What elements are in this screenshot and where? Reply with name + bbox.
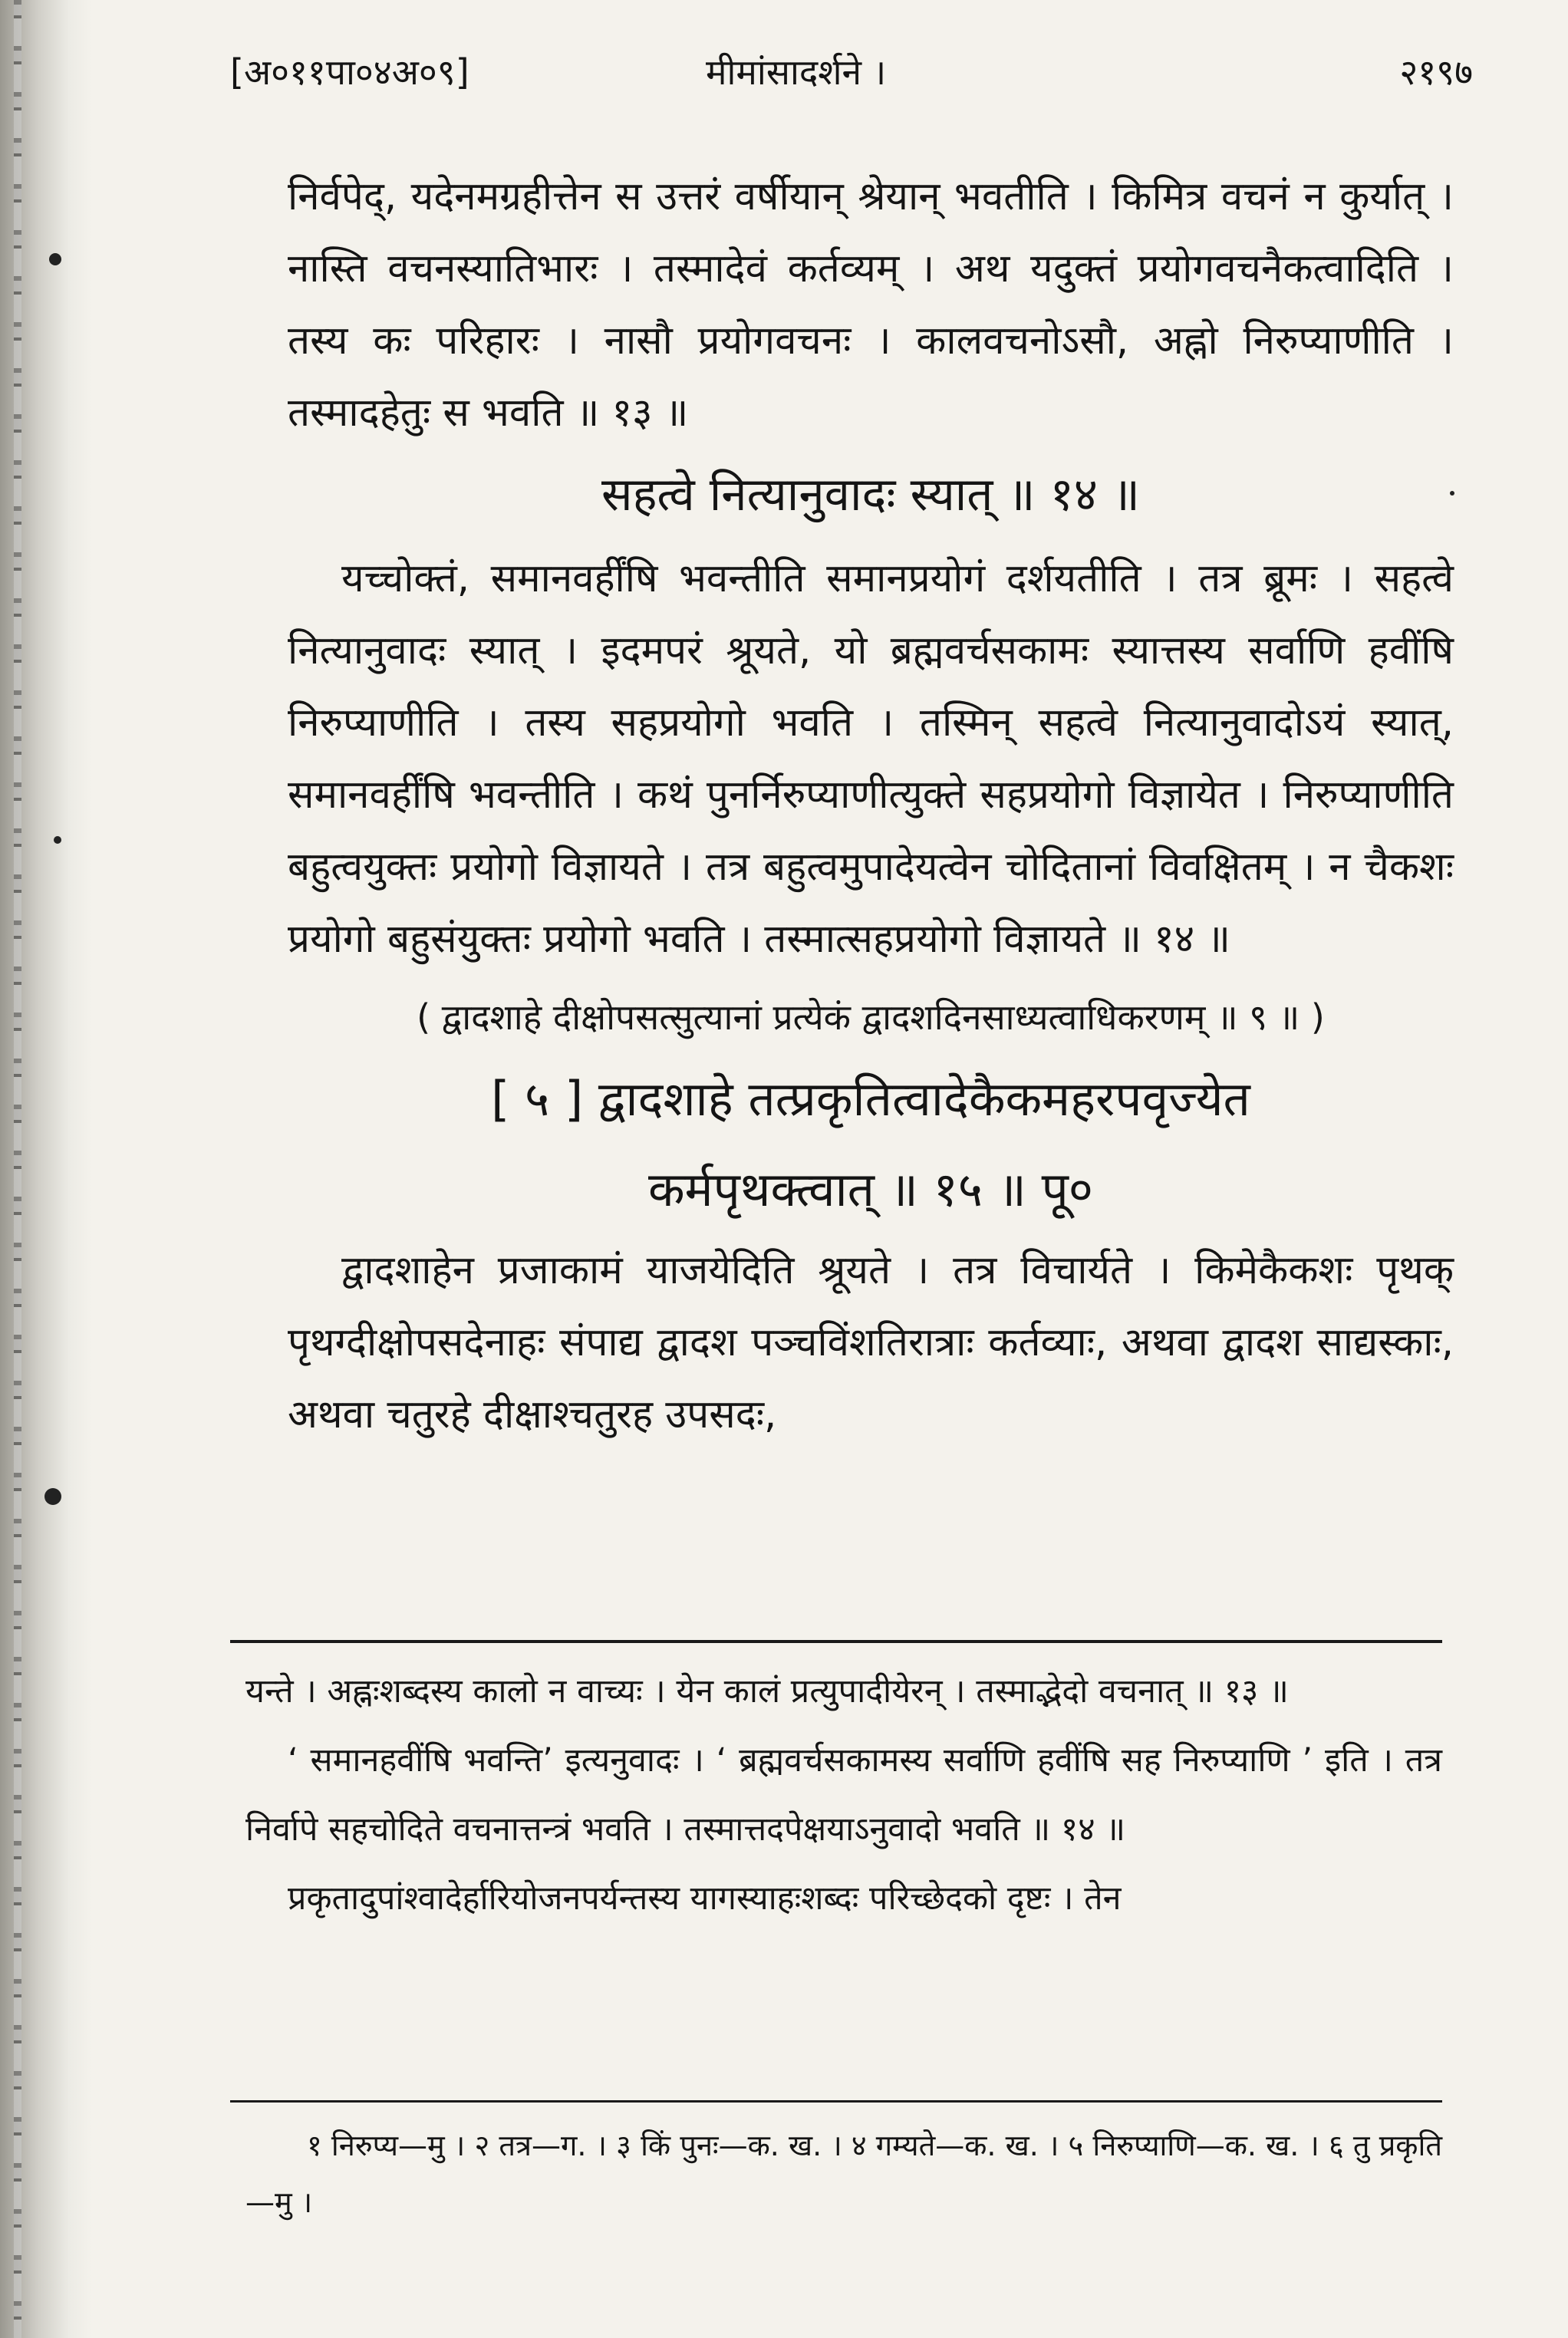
sutra-15-line-2: कर्मपृथक्त्वात् ॥ १५ ॥ पू० <box>647 1161 1094 1217</box>
book-binding-edge <box>0 0 92 2338</box>
adhikarana-heading: ( द्वादशाहे दीक्षोपसत्सुत्यानां प्रत्येकं द्वादशदिनसाध्यत्वाधिकरणम् ॥ ९ ॥ ) <box>417 996 1325 1038</box>
main-text <box>288 161 1454 1451</box>
ink-speck <box>49 253 61 265</box>
running-title: मीमांसादर्शने । <box>706 51 887 93</box>
sutra-15-line-1: [ ५ ] द्वादशाहे तत्प्रकृतित्वादेकैकमहरपवृज्येत <box>491 1071 1250 1127</box>
bhashya-paragraph-2: यच्चोक्तं, समानवर्हींषि भवन्तीति समानप्रयोगं दर्शयतीति । तत्र ब्रूमः । सहत्वे नित्यानुवादः स्यात् । इदमपरं श्रूयते, यो ब्रह्मवर्चसकामः स्यात्तस्य सर्वाणि हवींषि निरुप्याणीति । तस्य सहप्रयोगो भवति । तस्मिन् सहत्वे नित्यानुवादोऽयं स्यात्, समानवर्हींषि भवन्तीति । कथं पुनर्निरुप्याणीत्युक्ते सहप्रयोगो विज्ञायेत । निरुप्याणीति बहुत्वयुक्तः प्रयोगो विज्ञायते । तत्र बहुत्वमुपादेयत्वेन चोदितानां विवक्षितम् । न चैकशः प्रयोगो बहुसंयुक्तः प्रयोगो भवति । तस्मात्सहप्रयोगो विज्ञायते ॥ १४ ॥ <box>288 556 1454 962</box>
commentary-divider <box>230 1640 1442 1643</box>
commentary-section <box>245 1657 1442 1933</box>
commentary-paragraph-3: प्रकृतादुपांश्वादेर्हारियोजनपर्यन्तस्य यागस्याहःशब्दः परिच्छेदको दृष्टः । तेन <box>288 1879 1122 1918</box>
footnote-divider <box>230 2100 1442 2103</box>
section-reference: [अ०११पा०४अ०९] <box>230 51 469 93</box>
footnotes <box>245 2117 1442 2231</box>
ink-speck <box>54 836 61 844</box>
commentary-paragraph-2: ‘ समानहवींषि भवन्ति’ इत्यनुवादः । ‘ ब्रह्मवर्चसकामस्य सर्वाणि हवींषि सह निरुप्याणि ’ इति । तत्र निर्वापे सहचोदिते वचनात्तन्त्रं भवति । तस्मात्तदपेक्षयाऽनुवादो भवति ॥ १४ ॥ <box>245 1741 1442 1849</box>
ink-speck <box>1450 491 1454 496</box>
bhashya-paragraph-1: निर्वपेद्, यदेनमग्रहीत्तेन स उत्तरं वर्षीयान् श्रेयान् भवतीति । किमित्र वचनं न कुर्यात् । नास्ति वचनस्यातिभारः । तस्मादेवं कर्तव्यम् । अथ यदुक्तं प्रयोगवचनैकत्वादिति । तस्य कः परिहारः । नासौ प्रयोगवचनः । कालवचनोऽसौ, अह्नो निरुप्याणीति । तस्मादहेतुः स भवति ॥ १३ ॥ <box>288 174 1454 436</box>
bhashya-paragraph-3: द्वादशाहेन प्रजाकामं याजयेदिति श्रूयते । तत्र विचार्यते । किमेकैकशः पृथक् पृथग्दीक्षोपसदेनाहः संपाद्य द्वादश पञ्चविंशतिरात्राः कर्तव्याः, अथवा द्वादश साद्यस्काः, अथवा चतुरहे दीक्षाश्चतुरह उपसदः, <box>288 1248 1454 1437</box>
page-number: २१९७ <box>1399 51 1473 93</box>
ink-speck <box>44 1488 61 1505</box>
page-header <box>230 48 1473 117</box>
sutra-14: सहत्वे नित्यानुवादः स्यात् ॥ १४ ॥ <box>601 468 1140 522</box>
footnote-text: १ निरुप्य—मु । २ तत्र—ग. । ३ किं पुनः—क. ख. । ४ गम्यते—क. ख. । ५ निरुप्याणि—क. ख. । ६ तु प्रकृति —मु । <box>245 2129 1442 2219</box>
commentary-paragraph-1: यन्ते । अह्नःशब्दस्य कालो न वाच्यः । येन कालं प्रत्युपादीयेरन् । तस्माद्भेदो वचनात् ॥ १३ ॥ <box>245 1672 1289 1711</box>
